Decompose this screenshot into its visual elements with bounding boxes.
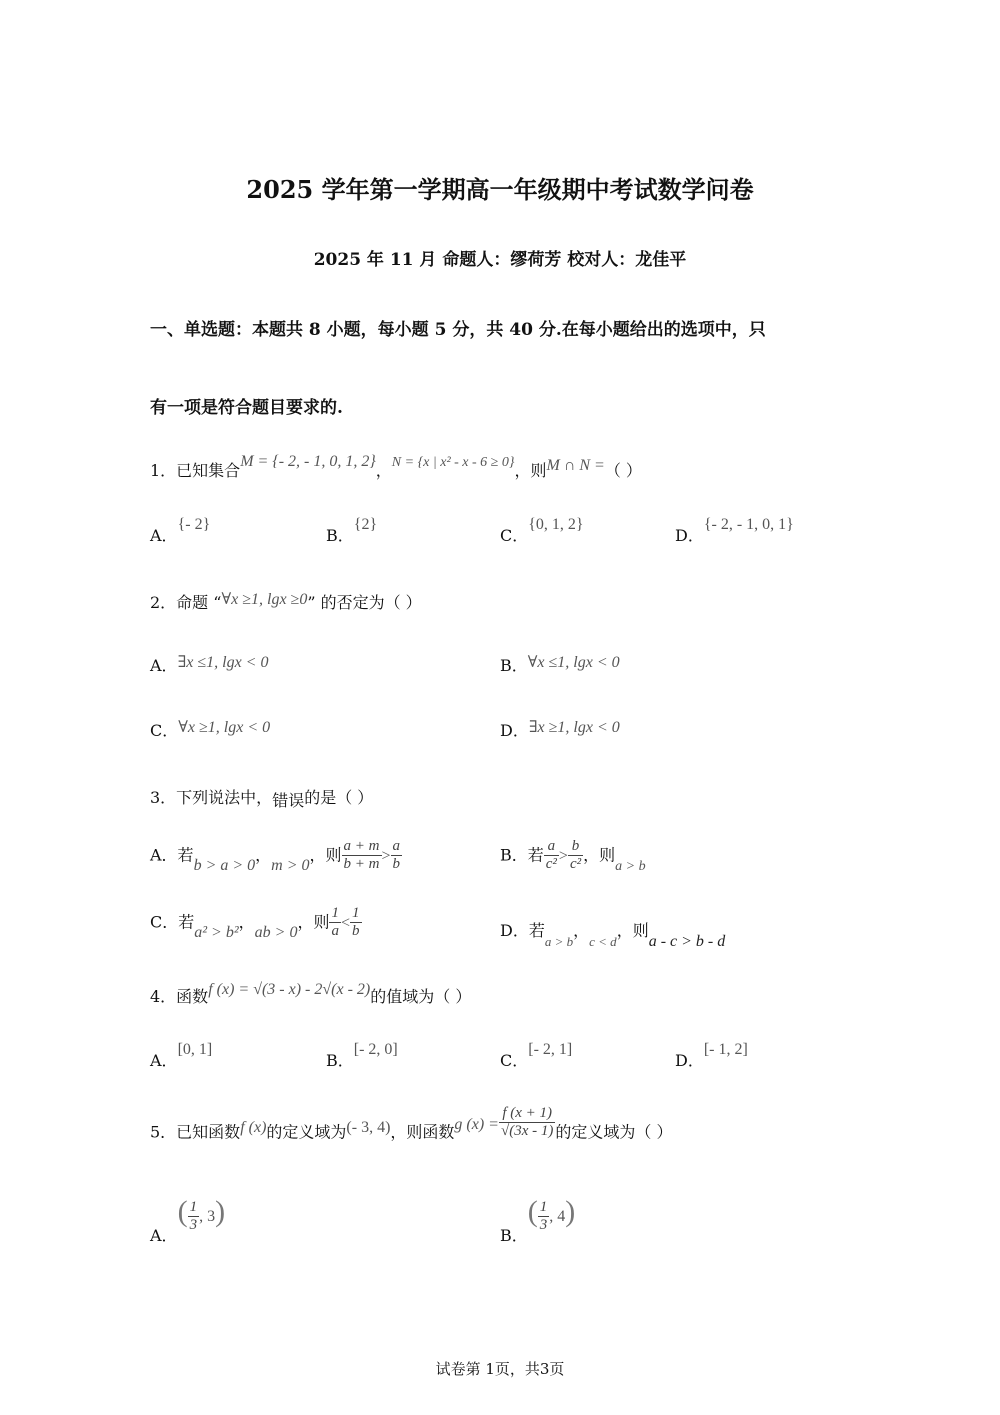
q2-option-a[interactable] bbox=[150, 653, 268, 676]
option-value: ∀x ≥1, lgx < 0 bbox=[178, 719, 271, 736]
option-value: [- 1, 2] bbox=[703, 1041, 748, 1058]
question-5-stem bbox=[150, 1105, 673, 1151]
q3c-frac-right bbox=[350, 905, 362, 941]
q3b-op: > bbox=[558, 847, 568, 865]
q3d-cond1: a > b bbox=[544, 934, 574, 949]
option-label: B． bbox=[500, 656, 528, 675]
q2-prefix: 2．命题 “ bbox=[150, 593, 222, 612]
q4-option-b[interactable] bbox=[326, 1041, 398, 1071]
q1-comma: ， bbox=[375, 461, 392, 480]
option-label: D．若 bbox=[500, 921, 545, 940]
q3c-den1: a bbox=[331, 923, 339, 940]
q3b-den1: c² bbox=[545, 856, 557, 873]
option-label: B．若 bbox=[500, 845, 544, 865]
q3-emphasis: 错误 bbox=[272, 791, 305, 810]
q3b-num2: b bbox=[568, 838, 583, 856]
option-label: D． bbox=[675, 1051, 704, 1070]
q5b-rest: , 4 bbox=[549, 1208, 566, 1225]
question-4-stem bbox=[150, 981, 472, 1007]
paren-right: ) bbox=[565, 1195, 576, 1228]
q3c-frac-left bbox=[329, 905, 341, 941]
q3a-num1: a + m bbox=[342, 838, 382, 856]
q3c-then: ，则 bbox=[297, 912, 330, 932]
q2-option-b[interactable] bbox=[500, 653, 620, 676]
option-value: [0, 1] bbox=[177, 1041, 213, 1058]
q5b-den: 3 bbox=[539, 1217, 548, 1233]
q3-stem-a: 3．下列说法中， bbox=[150, 788, 273, 807]
q3b-frac-left bbox=[544, 838, 559, 874]
q3d-sep: ， bbox=[573, 921, 590, 940]
q2-expr: ∀x ≥1, lgx ≥0 bbox=[221, 591, 308, 608]
q3a-frac-left bbox=[342, 838, 382, 874]
q3b-frac-right bbox=[568, 838, 583, 874]
option-label: C． bbox=[150, 721, 179, 740]
q3c-num1: 1 bbox=[329, 905, 341, 923]
question-2-stem bbox=[150, 590, 422, 613]
q1-paren: （ ） bbox=[604, 461, 642, 480]
q5b-frac bbox=[538, 1199, 550, 1235]
option-label: C．若 bbox=[150, 912, 195, 932]
q5-g-den: √(3x - 1) bbox=[500, 1123, 554, 1140]
q3-option-c[interactable] bbox=[150, 905, 362, 941]
q3a-frac-right bbox=[391, 838, 403, 874]
option-value: {- 2, - 1, 0, 1} bbox=[703, 516, 794, 533]
q1-set-m: M = {- 2, - 1, 0, 1, 2} bbox=[240, 453, 376, 470]
q2-option-d[interactable] bbox=[500, 718, 620, 741]
exam-subtitle: 2025 年 11 月 命题人：缪荷芳 校对人：龙佳平 bbox=[313, 250, 687, 270]
q5a-frac bbox=[188, 1199, 200, 1235]
q4-expr: f (x) = √(3 - x) - 2√(x - 2) bbox=[208, 981, 371, 998]
q3b-then: ，则 bbox=[583, 845, 616, 865]
option-label: D． bbox=[675, 526, 704, 545]
option-value: ∀x ≤1, lgx < 0 bbox=[527, 654, 620, 671]
option-label: A．若 bbox=[150, 845, 194, 865]
q3a-den2: b bbox=[392, 856, 401, 873]
option-value: {2} bbox=[353, 516, 378, 533]
q3a-sep: ， bbox=[255, 845, 272, 865]
q3a-num2: a bbox=[391, 838, 403, 856]
q3c-num2: 1 bbox=[350, 905, 362, 923]
q1-option-c[interactable] bbox=[500, 516, 584, 546]
q5-g-frac bbox=[499, 1105, 555, 1141]
paren-left: ( bbox=[177, 1195, 188, 1228]
option-label: A． bbox=[150, 656, 178, 675]
q3c-cond1: a² > b² bbox=[194, 924, 239, 942]
option-value: [- 2, 1] bbox=[528, 1041, 573, 1058]
option-label: A． bbox=[150, 1226, 178, 1245]
q5-option-a[interactable] bbox=[150, 1195, 226, 1245]
q3c-den2: b bbox=[352, 923, 360, 940]
q5-fx: f (x) bbox=[240, 1119, 267, 1137]
q5-prefix: 5．已知函数 bbox=[150, 1122, 241, 1142]
option-label: B． bbox=[500, 1226, 528, 1245]
q2-suffix: ” 的否定为（ ） bbox=[307, 593, 422, 612]
question-3-stem bbox=[150, 785, 373, 808]
q4-option-d[interactable] bbox=[675, 1041, 748, 1071]
q3d-conclusion: a - c > b - d bbox=[648, 933, 726, 950]
q5-domain: (- 3, 4) bbox=[346, 1119, 391, 1137]
q5-g-lhs: g (x) = bbox=[454, 1116, 499, 1134]
q5a-num: 1 bbox=[188, 1199, 200, 1217]
q5a-rest: , 3 bbox=[199, 1208, 216, 1225]
option-label: D． bbox=[500, 721, 529, 740]
q1-option-a[interactable] bbox=[150, 516, 211, 546]
option-value: {0, 1, 2} bbox=[528, 516, 584, 533]
q3d-cond2: c < d bbox=[589, 934, 617, 949]
option-value: {- 2} bbox=[177, 516, 211, 533]
option-label: C． bbox=[500, 526, 529, 545]
question-1-stem bbox=[150, 453, 642, 481]
page-footer: 试卷第 1页，共3页 bbox=[435, 1360, 565, 1378]
q4-prefix: 4．函数 bbox=[150, 987, 209, 1006]
q5-suffix: 的定义域为（ ） bbox=[555, 1122, 673, 1142]
option-value: ∃x ≤1, lgx < 0 bbox=[177, 654, 269, 671]
q3b-num1: a bbox=[544, 838, 559, 856]
q3c-op: < bbox=[340, 914, 350, 932]
q1-set-n: N = {x | x² - x - 6 ≥ 0} bbox=[391, 455, 515, 470]
q5-mid1: 的定义域为 bbox=[266, 1122, 347, 1142]
option-label: C． bbox=[500, 1051, 529, 1070]
q1-then: ，则 bbox=[514, 461, 547, 480]
q4-option-c[interactable] bbox=[500, 1041, 573, 1071]
option-label: B． bbox=[326, 1051, 354, 1070]
q2-option-c[interactable] bbox=[150, 718, 270, 741]
q5b-num: 1 bbox=[538, 1199, 550, 1217]
q3-stem-c: 的是（ ） bbox=[304, 788, 374, 807]
q4-suffix: 的值域为（ ） bbox=[370, 987, 472, 1006]
q4-option-a[interactable] bbox=[150, 1041, 213, 1071]
q3b-den2: c² bbox=[569, 856, 582, 873]
option-label: B． bbox=[326, 526, 354, 545]
q5-option-b[interactable] bbox=[500, 1195, 576, 1245]
exam-title: 2025 学年第一学期高一年级期中考试数学问卷 bbox=[246, 175, 754, 204]
q5a-den: 3 bbox=[189, 1217, 198, 1233]
option-value: [- 2, 0] bbox=[353, 1041, 398, 1058]
paren-right: ) bbox=[215, 1195, 226, 1228]
q3-option-a[interactable] bbox=[150, 838, 402, 874]
q1-option-d[interactable] bbox=[675, 516, 794, 546]
q3a-cond2: m > 0 bbox=[271, 857, 310, 875]
q1-option-b[interactable] bbox=[326, 516, 378, 546]
q1-prefix: 1．已知集合 bbox=[150, 461, 241, 480]
q3b-conclusion: a > b bbox=[615, 859, 646, 875]
option-value: ∃x ≥1, lgx < 0 bbox=[528, 719, 620, 736]
q3a-then: ，则 bbox=[309, 845, 342, 865]
q5-mid2: ，则函数 bbox=[390, 1122, 455, 1142]
q3a-den1: b + m bbox=[343, 856, 380, 873]
q1-expr: M ∩ N = bbox=[546, 457, 605, 474]
option-label: A． bbox=[150, 1051, 178, 1070]
q3d-then: ，则 bbox=[616, 921, 649, 940]
q3-option-b[interactable] bbox=[500, 838, 646, 874]
section-heading-line1: 一、单选题：本题共 8 小题，每小题 5 分，共 40 分.在每小题给出的选项中，只 bbox=[150, 320, 766, 340]
paren-left: ( bbox=[527, 1195, 538, 1228]
q3-option-d[interactable] bbox=[500, 918, 726, 950]
q5-g-num: f (x + 1) bbox=[499, 1105, 555, 1123]
q3c-sep: ， bbox=[238, 912, 255, 932]
option-label: A． bbox=[150, 526, 178, 545]
q3c-cond2: ab > 0 bbox=[254, 924, 298, 942]
section-heading-line2: 有一项是符合题目要求的. bbox=[150, 398, 343, 418]
q3a-cond1: b > a > 0 bbox=[193, 857, 256, 875]
q3a-op: > bbox=[381, 847, 391, 865]
